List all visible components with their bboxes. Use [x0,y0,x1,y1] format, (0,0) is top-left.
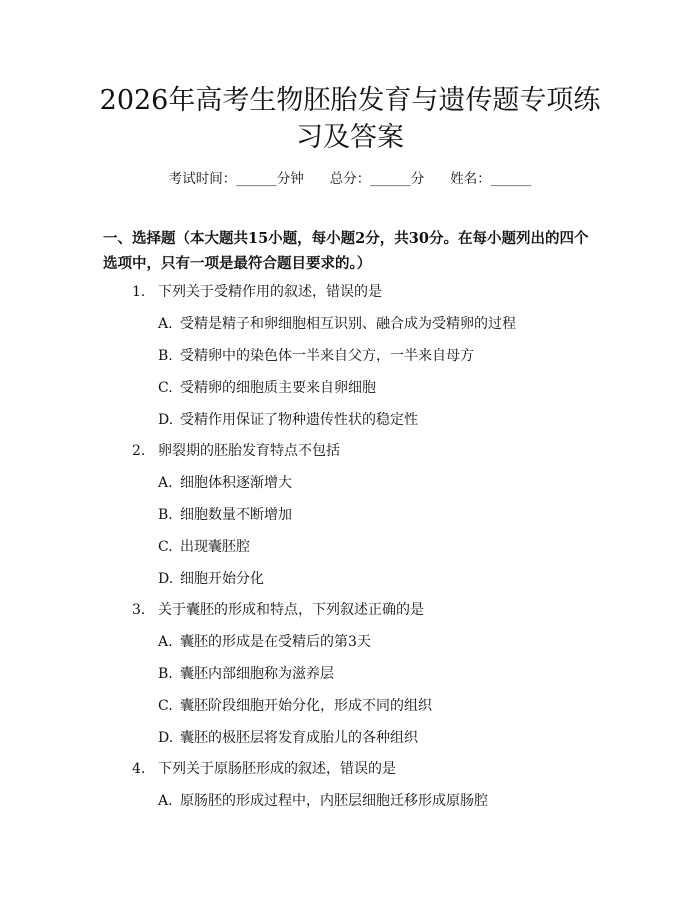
option-text: 囊胚内部细胞称为滋养层 [180,666,334,682]
option-letter: A. [158,316,173,332]
question-text: 下列关于受精作用的叙述，错误的是 [158,284,382,300]
question-stem [132,282,382,302]
option-text: 囊胚阶段细胞开始分化，形成不同的组织 [180,698,432,714]
option-letter: C. [158,698,173,714]
option-letter: A. [158,475,173,491]
answer-option [158,473,292,493]
question-stem [132,441,340,461]
option-text: 受精卵的细胞质主要来自卵细胞 [180,380,376,396]
document-title: 2026年高考生物胚胎发育与遗传题专项练习及答案 [99,85,601,153]
question-number: 1. [132,284,146,300]
question-stem [132,759,396,779]
total-score-field: 总分：______分 [329,171,425,187]
option-letter: C. [158,539,173,555]
option-letter: C. [158,380,173,396]
option-letter: B. [158,666,173,682]
option-letter: D. [158,730,174,746]
answer-option [158,569,264,589]
option-letter: D. [158,412,174,428]
option-letter: B. [158,348,173,364]
answer-option [158,696,432,716]
option-text: 出现囊胚腔 [180,539,250,555]
option-text: 细胞数量不断增加 [180,507,292,523]
exam-time-field: 考试时间：______分钟 [168,171,304,187]
answer-option [158,346,474,366]
option-text: 受精卵中的染色体一半来自父方，一半来自母方 [180,348,474,364]
exam-info-line [0,169,700,189]
answer-option [158,505,292,525]
question-number: 3. [132,602,146,618]
answer-option [158,378,376,398]
section-heading: 一、选择题（本大题共15小题，每小题2分，共30分。在每小题列出的四个选项中，只有一项是最符合题目要求的。） [103,230,589,272]
answer-option [158,632,371,652]
question-text: 卵裂期的胚胎发育特点不包括 [158,443,340,459]
answer-option [158,410,418,430]
answer-option [158,314,516,334]
option-text: 细胞体积逐渐增大 [180,475,292,491]
question-number: 4. [132,761,146,777]
question-number: 2. [132,443,146,459]
student-name-field: 姓名：______ [450,171,532,187]
question-text: 关于囊胚的形成和特点，下列叙述正确的是 [158,602,424,618]
option-text: 受精是精子和卵细胞相互识别、融合成为受精卵的过程 [180,316,516,332]
answer-option [158,537,250,557]
answer-option [158,728,418,748]
question-text: 下列关于原肠胚形成的叙述，错误的是 [158,761,396,777]
option-text: 囊胚的极胚层将发育成胎儿的各种组织 [180,730,418,746]
option-text: 细胞开始分化 [180,571,264,587]
option-letter: B. [158,507,173,523]
option-letter: A. [158,634,173,650]
option-text: 原肠胚的形成过程中，内胚层细胞迁移形成原肠腔 [180,793,488,809]
question-stem [132,600,424,620]
option-text: 受精作用保证了物种遗传性状的稳定性 [180,412,418,428]
answer-option [158,791,488,811]
option-letter: A. [158,793,173,809]
answer-option [158,664,334,684]
option-letter: D. [158,571,174,587]
option-text: 囊胚的形成是在受精后的第3天 [180,634,371,650]
